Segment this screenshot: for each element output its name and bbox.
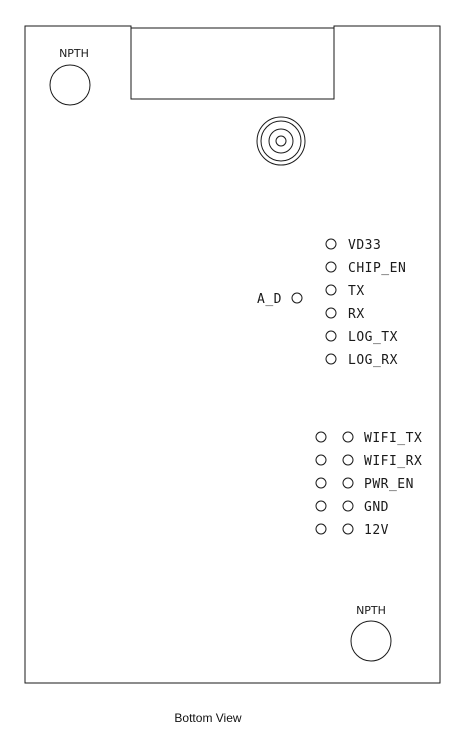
pad-a-d	[257, 292, 302, 307]
npth-hole-circle	[351, 621, 391, 661]
pin-label-12v: 12V	[364, 523, 389, 538]
npth-label: NPTH	[356, 604, 386, 617]
antenna-ring-middle	[261, 121, 301, 161]
pad-wifi-tx-a	[316, 432, 326, 442]
npth-label: NPTH	[59, 47, 89, 60]
npth-hole-top-left	[50, 47, 90, 105]
pad-wifi-rx-a	[316, 455, 326, 465]
pin-label-chip-en: CHIP_EN	[348, 261, 407, 276]
pad-12v-b	[343, 524, 353, 534]
pin-label-pwr-en: PWR_EN	[364, 477, 414, 492]
antenna-connector	[257, 117, 305, 165]
antenna-ring-inner	[269, 129, 293, 153]
pad-12v-a	[316, 524, 326, 534]
pad-log-tx	[326, 331, 336, 341]
pin-label-log-rx: LOG_RX	[348, 353, 398, 368]
pin-label-log-tx: LOG_TX	[348, 330, 398, 345]
antenna-pin	[276, 136, 286, 146]
pad-rx	[326, 308, 336, 318]
pad-gnd-a	[316, 501, 326, 511]
pin-group-top	[326, 238, 406, 368]
npth-hole-circle	[50, 65, 90, 105]
antenna-ring-outer	[257, 117, 305, 165]
pad-circle	[292, 293, 302, 303]
pin-label-wifi-tx: WIFI_TX	[364, 431, 423, 446]
pad-chip-en	[326, 262, 336, 272]
pad-wifi-rx-b	[343, 455, 353, 465]
npth-hole-bottom-right	[351, 604, 391, 661]
pad-log-rx	[326, 354, 336, 364]
pad-pwr-en-a	[316, 478, 326, 488]
pad-vd33	[326, 239, 336, 249]
pad-wifi-tx-b	[343, 432, 353, 442]
pin-group-bottom	[316, 431, 422, 538]
pin-label-vd33: VD33	[348, 238, 382, 253]
pin-label-rx: RX	[348, 307, 365, 322]
pad-pwr-en-b	[343, 478, 353, 488]
pin-label-wifi-rx: WIFI_RX	[364, 454, 423, 469]
pin-label-tx: TX	[348, 284, 365, 299]
pad-gnd-b	[343, 501, 353, 511]
pin-label-a-d: A_D	[257, 292, 282, 307]
pad-tx	[326, 285, 336, 295]
top-connector	[131, 28, 334, 99]
pin-label-gnd: GND	[364, 500, 389, 515]
view-caption: Bottom View	[174, 711, 242, 725]
